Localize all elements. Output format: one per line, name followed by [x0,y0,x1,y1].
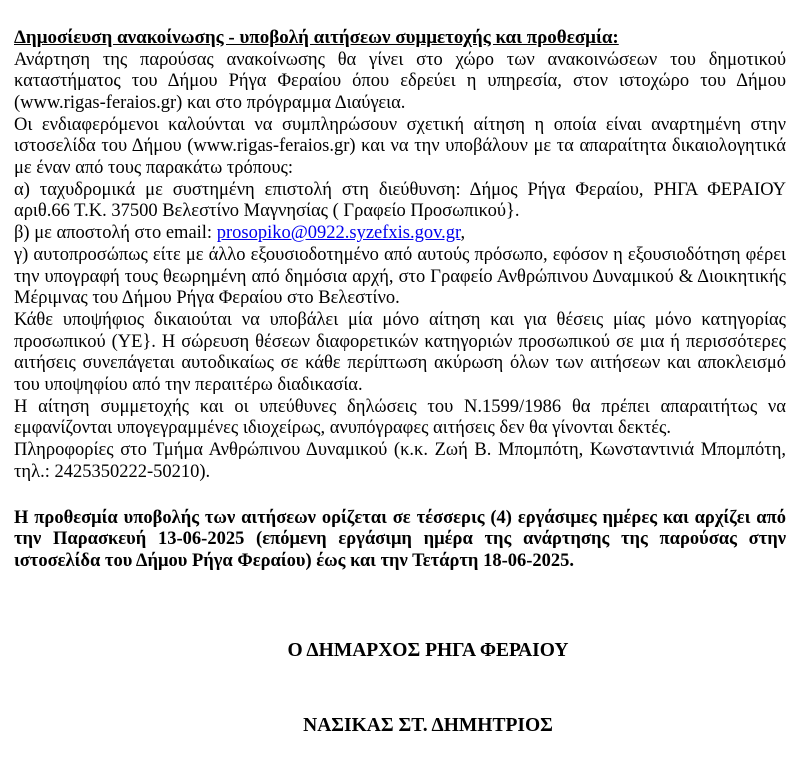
signature-block [14,640,786,737]
spacer [14,573,786,640]
spacer [14,484,786,508]
paragraph-contact-info: Πληροφορίες στο Τμήμα Ανθρώπινου Δυναμικού (κ.κ. Ζωή Β. Μπομπότη, Κωνσταντινιά Μπομπότη, τηλ.: 2425350222-50210). [14,440,786,482]
paragraph-publication-notice: Ανάρτηση της παρούσας ανακοίνωσης θα γίνει στο χώρο των ανακοινώσεων του δημοτικού καταστήματος του Δήμου Ρήγα Φεραίου όπου εδρεύει η υπηρεσία, στον ιστοχώρο του Δήμου (www.rigas-feraios.gr) και στο πρόγραμμα Διαύγεια. [14,49,786,113]
paragraph-signature-requirement: Η αίτηση συμμετοχής και οι υπεύθυνες δηλώσεις του Ν.1599/1986 θα πρέπει απαραιτήτως να εμφανίζονται υπογεγραμμένες ιδιοχείρως, ανυπόγραφες αιτήσεις δεν θα γίνονται δεκτές. [14,396,786,439]
paragraph-option-postal: α) ταχυδρομικά με συστημένη επιστολή στη διεύθυνση: Δήμος Ρήγα Φεραίου, ΡΗΓΑ ΦΕΡΑΙΟΥ αριθ.66 Τ.Κ. 37500 Βελεστίνο Μαγνησίας ( Γραφείο Προσωπικού}. [14,179,786,222]
paragraph-deadline: Η προθεσμία υποβολής των αιτήσεων ορίζεται σε τέσσερις (4) εργάσιμες ημέρες και αρχίζει από την Παρασκευή 13-06-2025 (επόμενη εργάσιμη ημέρα της ανάρτησης της παρούσας στην ιστοσελίδα του Δήμου Ρήγα Φεραίου) έως και την Τετάρτη 18-06-2025. [14,507,786,571]
spacer [70,661,786,715]
email-link[interactable]: prosopiko@0922.syzefxis.gov.gr [216,223,461,244]
signature-name: ΝΑΣΙΚΑΣ ΣΤ. ΔΗΜΗΤΡΙΟΣ [303,715,553,737]
paragraph-application-instructions: Οι ενδιαφερόμενοι καλούνται να συμπληρώσουν σχετική αίτηση η οποία είναι αναρτημένη στην ιστοσελίδα του Δήμου (www.rigas-feraios.gr) και να την υποβάλουν με τα απαραίτητα δικαιολογητικά με έναν από τους παρακάτω τρόπους: [14,114,786,179]
email-line-prefix: β) με αποστολή στο email: [14,223,217,244]
paragraph-option-email [14,223,786,245]
signature-role: Ο ΔΗΜΑΡΧΟΣ ΡΗΓΑ ΦΕΡΑΙΟΥ [287,639,569,661]
email-line-suffix: , [460,223,466,244]
paragraph-option-in-person: γ) αυτοπροσώπως είτε με άλλο εξουσιοδοτημένο από αυτούς πρόσωπο, εφόσον η εξουσιοδότηση φέρει την υπογραφή τους θεωρημένη από δημόσια αρχή, στο Γραφείο Ανθρώπινου Δυναμικού & Διοικητικής Μέριμνας του Δήμου Ρήγα Φεραίου στο Βελεστίνο. [14,244,786,309]
paragraph-single-application-rule: Κάθε υποψήφιος δικαιούται να υποβάλει μία μόνο αίτηση και για θέσεις μίας μόνο κατηγορίας προσωπικού (ΥΕ}. Η σώρευση θέσεων διαφορετικών κατηγοριών προσωπικού σε μια ή περισσότερες αιτήσεις συνεπάγεται αυτοδικαίως σε κάθε περίπτωση ακύρωση όλων των αιτήσεων και αποκλεισμό του υποψηφίου από την περαιτέρω διαδικασία. [14,309,786,396]
document-title: Δημοσίευση ανακοίνωσης - υποβολή αιτήσεων συμμετοχής και προθεσμία: [14,27,619,48]
